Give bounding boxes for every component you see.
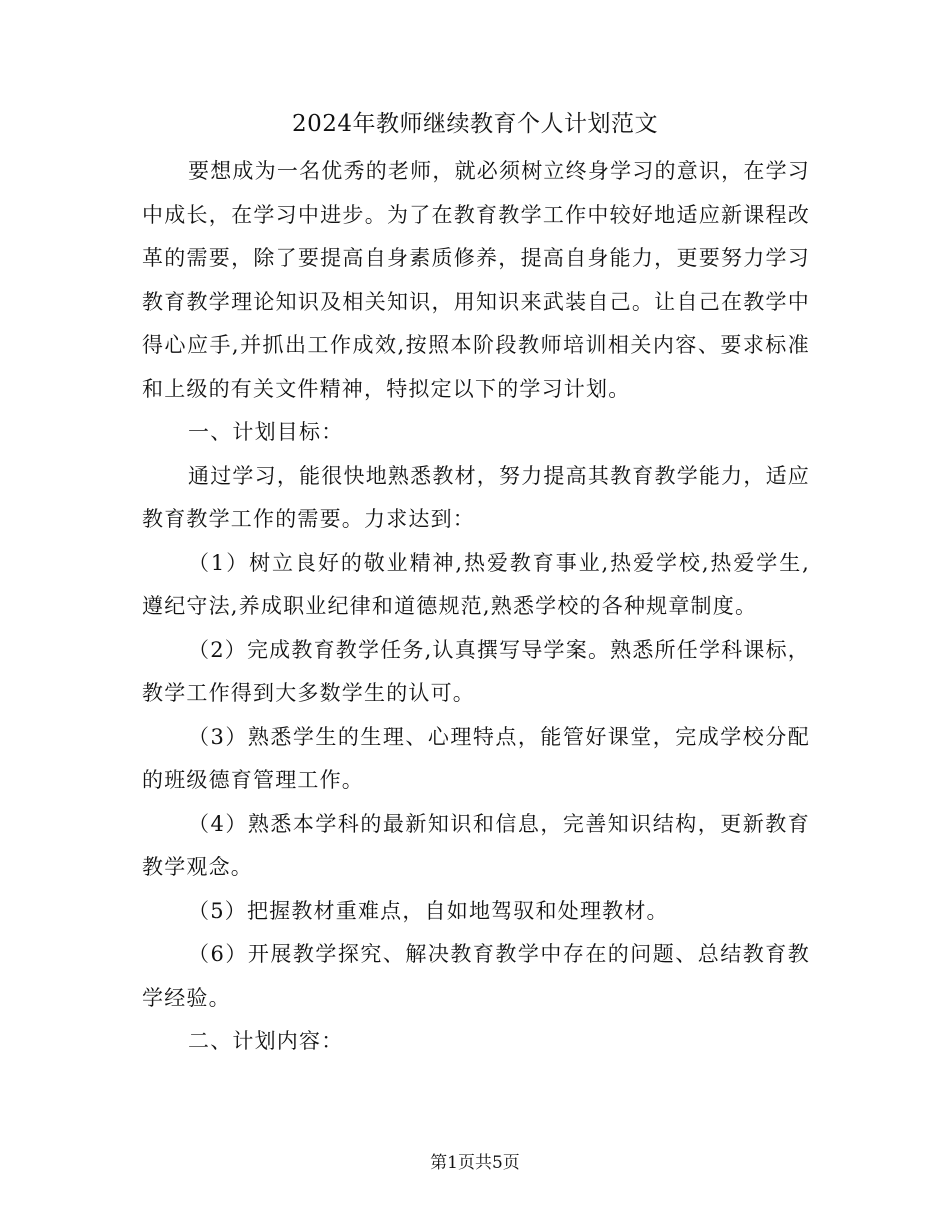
section-heading-goals: 一、计划目标： xyxy=(188,420,344,444)
goal-item-6: （6）开展教学探究、解决教育教学中存在的问题、总结教育教学经验。 xyxy=(142,942,810,1010)
goal-item-5: （5）把握教材重难点，自如地驾驭和处理教材。 xyxy=(188,898,669,923)
goals-intro-paragraph: 通过学习，能很快地熟悉教材，努力提高其教育教学能力，适应教育教学工作的需要。力求达到： xyxy=(142,463,810,531)
page-number-footer: 第1页共5页 xyxy=(430,1153,520,1173)
intro-paragraph: 要想成为一名优秀的老师，就必须树立终身学习的意识，在学习中成长，在学习中进步。为了在教育教学工作中较好地适应新课程改革的需要，除了要提高自身素质修养，提高自身能力，更要努力学习教育教学理论知识及相关知识，用知识来武装自己。让自己在教学中得心应手,并抓出工作成效,按照本阶段教师培训相关内容、要求标准和上级的有关文件精神，特拟定以下的学习计划。 xyxy=(142,159,810,401)
document-body xyxy=(142,150,810,1064)
goal-item-3: （3）熟悉学生的生理、心理特点，能管好课堂，完成学校分配的班级德育管理工作。 xyxy=(142,724,810,792)
section-heading-content: 二、计划内容： xyxy=(188,1029,344,1053)
goal-item-1: （1）树立良好的敬业精神,热爱教育事业,热爱学校,热爱学生,遵纪守法,养成职业纪律和道德规范,熟悉学校的各种规章制度。 xyxy=(142,550,810,618)
goal-item-4: （4）熟悉本学科的最新知识和信息，完善知识结构，更新教育教学观念。 xyxy=(142,811,810,879)
document-title: 2024年教师继续教育个人计划范文 xyxy=(291,111,659,137)
goal-item-2: （2）完成教育教学任务,认真撰写导学案。熟悉所任学科课标，教学工作得到大多数学生的认可。 xyxy=(142,637,810,705)
